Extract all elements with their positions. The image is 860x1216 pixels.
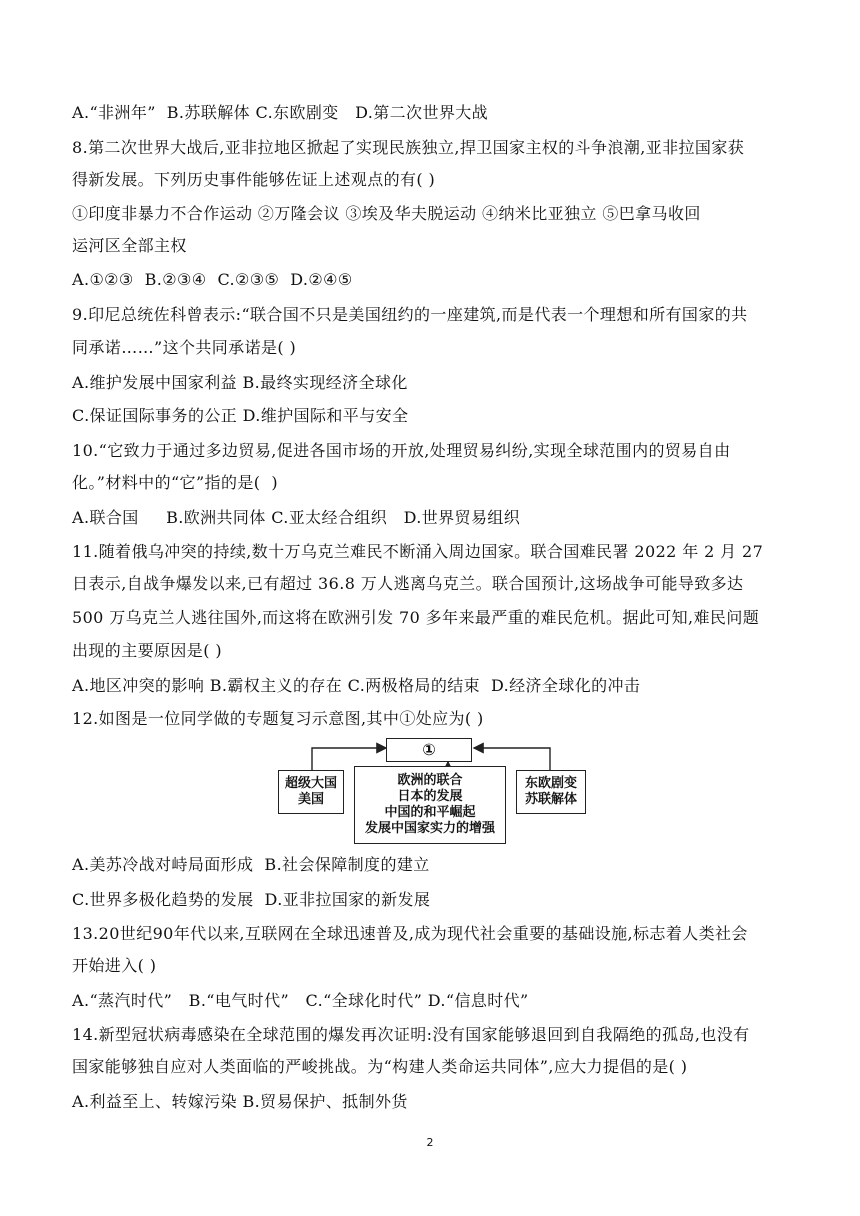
diagram-box-factors bbox=[354, 766, 506, 844]
q13-stem-line1: 13.20世纪90年代以来,互联网在全球迅速普及,成为现代社会重要的基础设施,标志着人类社会 bbox=[72, 924, 748, 943]
diagram-left-line2: 美国 bbox=[297, 792, 324, 807]
diagram-box-unknown-label: ① bbox=[422, 740, 436, 759]
q7-options: A.“非洲年” B.苏联解体 C.东欧剧变 D.第二次世界大战 bbox=[72, 103, 489, 122]
page-number: 2 bbox=[426, 1136, 434, 1149]
q14-stem-line1: 14.新型冠状病毒感染在全球范围的爆发再次证明:没有国家能够退回到自我隔绝的孤岛,也没有 bbox=[72, 1025, 750, 1044]
q14-options-line1: A.利益至上、转嫁污染 B.贸易保护、抵制外货 bbox=[72, 1092, 408, 1111]
q12-options-line1: A.美苏冷战对峙局面形成 B.社会保障制度的建立 bbox=[72, 855, 430, 874]
q11-stem-line1: 11.随着俄乌冲突的持续,数十万乌克兰难民不断涌入周边国家。联合国难民署 2022 年 2 月 27 bbox=[72, 542, 764, 561]
diagram-center-line3: 中国的和平崛起 bbox=[384, 805, 476, 820]
diagram-center-line1: 欧洲的联合 bbox=[397, 773, 463, 788]
q9-stem-line1: 9.印尼总统佐科曾表示:“联合国不只是美国纽约的一座建筑,而是代表一个理想和所有国家的共 bbox=[72, 305, 748, 324]
q9-options-line2: C.保证国际事务的公正 D.维护国际和平与安全 bbox=[72, 406, 409, 425]
q8-items-line1: ①印度非暴力不合作运动 ②万隆会议 ③埃及华夫脱运动 ④纳米比亚独立 ⑤巴拿马收回 bbox=[72, 204, 701, 223]
diagram-box-unknown bbox=[386, 738, 472, 762]
q11-stem-line4: 出现的主要原因是( ) bbox=[72, 641, 222, 660]
q8-items-line2: 运河区全部主权 bbox=[72, 236, 187, 255]
q9-stem-line2: 同承诺……”这个共同承诺是( ) bbox=[72, 338, 297, 357]
diagram-center-line2: 日本的发展 bbox=[397, 789, 463, 804]
q8-stem-line2: 得新发展。下列历史事件能够佐证上述观点的有( ) bbox=[72, 170, 436, 189]
q8-options: A.①②③ B.②③④ C.②③⑤ D.②④⑤ bbox=[72, 270, 353, 289]
q11-stem-line3: 500 万乌克兰人逃往国外,而这将在欧洲引发 70 多年来最严重的难民危机。据此可知,难民问题 bbox=[72, 608, 760, 627]
q11-stem-line2: 日表示,自战争爆发以来,已有超过 36.8 万人逃离乌克兰。联合国预计,这场战争可能导致多达 bbox=[72, 574, 744, 593]
q9-options-line1: A.维护发展中国家利益 B.最终实现经济全球化 bbox=[72, 373, 408, 392]
q10-stem-line1: 10.“它致力于通过多边贸易,促进各国市场的开放,处理贸易纠纷,实现全球范围内的贸易自由 bbox=[72, 441, 731, 460]
q8-stem-line1: 8.第二次世界大战后,亚非拉地区掀起了实现民族独立,捍卫国家主权的斗争浪潮,亚非拉国家获 bbox=[72, 138, 745, 157]
diagram-box-collapse bbox=[516, 770, 586, 814]
diagram-center-line4: 发展中国家实力的增强 bbox=[364, 821, 495, 836]
diagram-right-line1: 东欧剧变 bbox=[524, 776, 577, 791]
q12-stem: 12.如图是一位同学做的专题复习示意图,其中①处应为( ) bbox=[72, 709, 484, 728]
q11-options: A.地区冲突的影响 B.霸权主义的存在 C.两极格局的结束 D.经济全球化的冲击 bbox=[72, 676, 641, 695]
review-diagram bbox=[276, 738, 620, 844]
diagram-box-superpower bbox=[278, 770, 344, 814]
diagram-right-line2: 苏联解体 bbox=[524, 792, 577, 807]
q13-options: A.“蒸汽时代” B.“电气时代” C.“全球化时代” D.“信息时代” bbox=[72, 991, 529, 1010]
q13-stem-line2: 开始进入( ) bbox=[72, 956, 157, 975]
diagram-left-line1: 超级大国 bbox=[284, 776, 337, 791]
q10-options: A.联合国 B.欧洲共同体 C.亚太经合组织 D.世界贸易组织 bbox=[72, 508, 521, 527]
q14-stem-line2: 国家能够独自应对人类面临的严峻挑战。为“构建人类命运共同体”,应大力提倡的是( ) bbox=[72, 1057, 688, 1076]
q12-options-line2: C.世界多极化趋势的发展 D.亚非拉国家的新发展 bbox=[72, 890, 431, 909]
q10-stem-line2: 化。”材料中的“它”指的是( ) bbox=[72, 473, 278, 492]
